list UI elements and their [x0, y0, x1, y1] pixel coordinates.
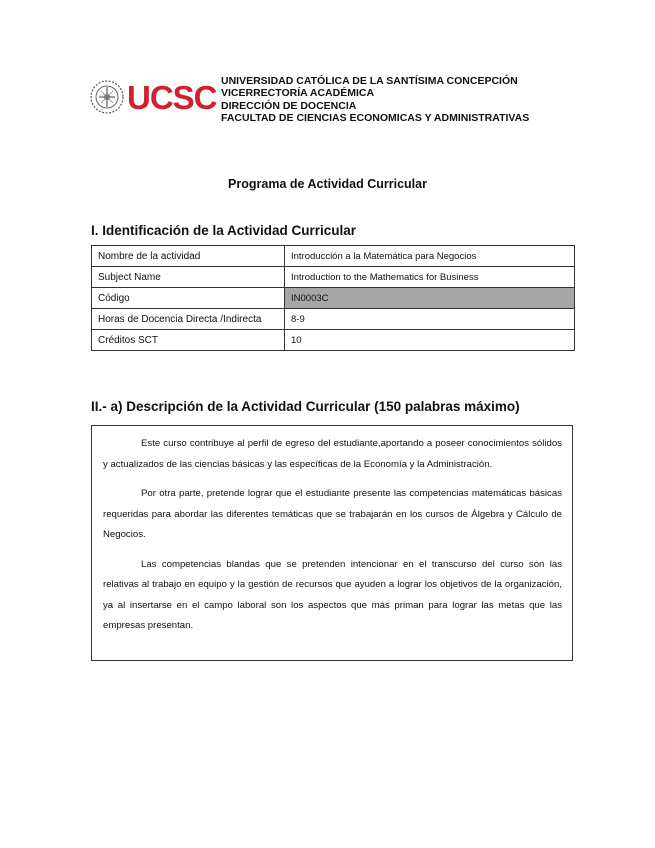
row-label: Subject Name	[92, 267, 285, 288]
row-label: Horas de Docencia Directa /Indirecta	[92, 309, 285, 330]
teaching-direction: DIRECCIÓN DE DOCENCIA	[221, 99, 357, 112]
institution-lines	[221, 75, 529, 124]
table-row	[92, 330, 575, 351]
row-value: 8-9	[285, 309, 575, 330]
faculty-name: FACULTAD DE CIENCIAS ECONOMICAS Y ADMINISTRATIVAS	[221, 111, 530, 124]
row-label: Código	[92, 288, 285, 309]
table-row	[92, 246, 575, 267]
logo-wordmark: UCSC	[127, 79, 217, 116]
row-label: Nombre de la actividad	[92, 246, 285, 267]
description-paragraph: Las competencias blandas que se pretenden intencionar en el transcurso del curso son las relativas al trabajo en equipo y la gestión de recursos que ayuden a lograr los objetivos de la organización, ya al insertarse en el campo laboral son los aspectos que más priman para lograr las metas que las empresas presentan.	[103, 558, 562, 631]
vice-rectorate: VICERRECTORÍA ACADÉMICA	[221, 87, 375, 100]
description-box	[91, 425, 573, 661]
description-paragraph: Por otra parte, pretende lograr que el estudiante presente las competencias matemáticas básicas requeridas para abordar las diferentes temáticas que se trabajarán en los cursos de Álgebra y Cálculo de Negocios.	[103, 488, 562, 540]
identification-table	[91, 245, 575, 351]
table-row	[92, 267, 575, 288]
table-row	[92, 288, 575, 309]
table-row	[92, 309, 575, 330]
document-header	[89, 75, 559, 131]
page-title: Programa de Actividad Curricular	[228, 177, 427, 191]
section-2-heading: II.- a) Descripción de la Actividad Curricular (150 palabras máximo)	[91, 399, 520, 414]
university-seal-icon	[89, 78, 125, 116]
description-paragraph: Este curso contribuye al perfil de egreso del estudiante,aportando a poseer conocimientos sólidos y actualizados de las ciencias básicas y las específicas de la Economía y la Administración.	[103, 438, 562, 470]
section-1-heading: I. Identificación de la Actividad Curricular	[91, 223, 357, 238]
row-label: Créditos SCT	[92, 330, 285, 351]
ucsc-logo	[89, 78, 217, 118]
row-value: Introduction to the Mathematics for Business	[285, 267, 575, 288]
row-value: IN0003C	[285, 288, 575, 309]
row-value: 10	[285, 330, 575, 351]
row-value: Introducción a la Matemática para Negocios	[285, 246, 575, 267]
university-name: UNIVERSIDAD CATÓLICA DE LA SANTÍSIMA CONCEPCIÓN	[221, 75, 518, 87]
